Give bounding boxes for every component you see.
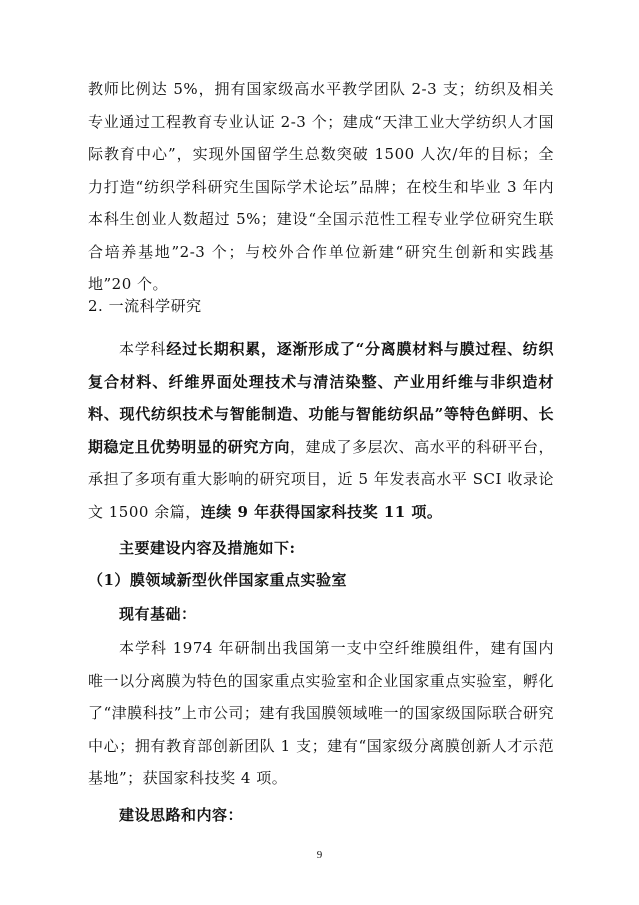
paragraph-text: 教师比例达 5%，拥有国家级高水平教学团队 2-3 支；纺织及相关专业通过工程教育专业认证 2-3 个；建成“天津工业大学纺织人才国际教育中心”，实现外国留学生总数突破 1500 人次/年的目标；全力打造“纺织学科研究生国际学术论坛”品牌；在校生和毕业 3 年内本科生创业人数超过 5%；建设“全国示范性工程专业学位研究生联合培养基地”2-3 个；与校外合作单位新建“研究生创新和实践基地”20 个。 [88, 80, 554, 293]
measures-heading: 主要建设内容及措施如下: [119, 539, 296, 557]
ideas-label: 建设思路和内容： [119, 806, 244, 824]
page-number: 9 [316, 849, 323, 861]
paragraph-text: 本学科 [119, 340, 167, 358]
existing-basis-label: 现有基础： [119, 605, 197, 623]
paragraph-talent-goals [88, 73, 554, 301]
paragraph-text: 本学科 1974 年研制出我国第一支中空纤维膜组件，建有国内唯一以分离膜为特色的国家重点实验室和企业国家重点实验室，孵化了“津膜科技”上市公司；建有我国膜领域唯一的国家级国际联合研究中心；拥有教育部创新团队 1 支；建有“国家级分离膜创新人才示范基地”；获国家科技奖 4 项。 [88, 639, 554, 787]
paragraph-text: ，建成了多层次、高水平的科研平台，承担了多项有重大影响的研究项目，近 5 年发表高水平 SCI 收录论文 1500 余篇， [88, 437, 554, 521]
sub-heading-membrane-lab: （1）膜领域新型伙伴国家重点实验室 [88, 571, 347, 589]
paragraph-existing-basis [88, 632, 554, 795]
bold-awards: 连续 9 年获得国家科技奖 11 项。 [200, 502, 443, 521]
paragraph-research-overview [88, 333, 554, 528]
section-title: 2. 一流科学研究 [88, 297, 202, 315]
bold-research-directions: 经过长期积累，逐渐形成了“分离膜材料与膜过程、纺织复合材料、纤维界面处理技术与清洁染整、产业用纤维与非织造材料、现代纺织技术与智能制造、功能与智能纺织品”等特色鲜明、长期稳定且优势明显的研究方向 [88, 340, 554, 456]
